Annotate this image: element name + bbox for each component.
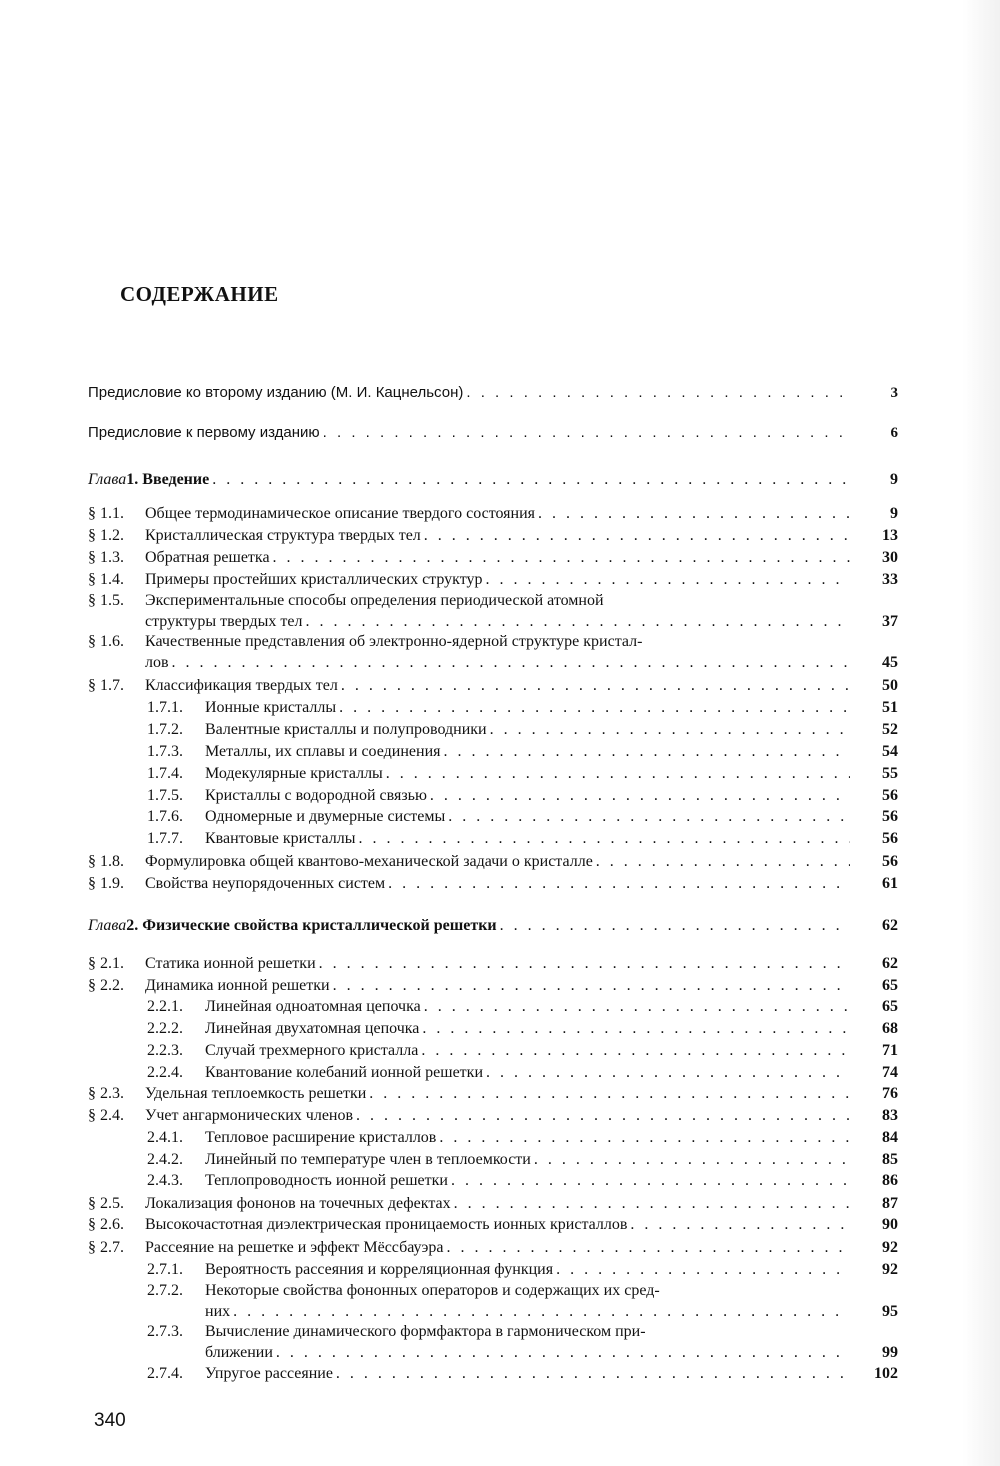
toc-page-number: 99 [882, 1344, 898, 1361]
dot-leader [172, 652, 850, 673]
toc-entry-title: Вероятность рассеяния и корреляционная функция [205, 1261, 554, 1278]
toc-page-number: 87 [882, 1195, 898, 1212]
dot-leader [422, 1018, 850, 1039]
toc-page-number: 3 [890, 385, 898, 401]
toc-entry-number: 2.2.1. [147, 998, 183, 1015]
toc-entry-title: Предисловие ко второму изданию (М. И. Кацнельсон) [88, 384, 464, 401]
dot-leader [341, 675, 850, 696]
toc-entry-title: Тепловое расширение кристаллов [205, 1129, 437, 1146]
toc-entry-title: Высокочастотная диэлектрическая проницаемость ионных кристаллов [145, 1216, 628, 1233]
toc-entry-number: 2.2.3. [147, 1042, 183, 1059]
toc-page-number: 74 [882, 1064, 898, 1081]
dot-leader [358, 828, 850, 849]
toc-section [88, 547, 898, 568]
page-edge-shadow [962, 0, 1000, 1466]
toc-section [88, 1105, 898, 1126]
dot-leader [212, 469, 850, 490]
toc-entry-title: Кристаллическая структура твердых тел [145, 527, 421, 544]
toc-subsection [88, 697, 898, 718]
toc-page-number: 50 [882, 677, 898, 694]
dot-leader [424, 996, 850, 1017]
toc-entry-title: 2. Физические свойства кристаллической решетки [126, 917, 497, 934]
toc-entry-title: Локализация фононов на точечных дефектах [145, 1195, 451, 1212]
toc-section [88, 953, 898, 974]
toc-section [88, 975, 898, 996]
toc-entry-title: Динамика ионной решетки [145, 977, 330, 994]
dot-leader [386, 763, 850, 784]
dot-leader [305, 611, 850, 632]
toc-subsection [88, 1127, 898, 1148]
toc-entry-title: Свойства неупорядоченных систем [145, 875, 386, 892]
toc-page-number: 84 [882, 1129, 898, 1146]
page-title: СОДЕРЖАНИЕ [120, 282, 279, 306]
toc-entry-title: Экспериментальные способы определения периодической атомной [145, 592, 604, 609]
toc-entry-number: 1.7.2. [147, 721, 183, 738]
toc-entry-title: Статика ионной решетки [145, 955, 316, 972]
toc-entry-title: Обратная решетка [145, 549, 270, 566]
toc-subsection [88, 1363, 898, 1384]
dot-leader [424, 525, 850, 546]
toc-page-number: 61 [882, 875, 898, 892]
toc-subsection [88, 1149, 898, 1170]
toc-page-number: 55 [882, 765, 898, 782]
toc-page-number: 92 [882, 1239, 898, 1256]
dot-leader [500, 915, 850, 936]
dot-leader [356, 1105, 850, 1126]
toc-entry-title: Кристаллы с водородной связью [205, 787, 427, 804]
toc-entry-title: Рассеяние на решетке и эффект Мёссбауэра [145, 1239, 444, 1256]
toc-page-number: 9 [890, 471, 898, 488]
toc-entry-title: Одномерные и двумерные системы [205, 808, 446, 825]
toc-subsection [88, 996, 898, 1017]
dot-leader [319, 953, 850, 974]
toc-entry-number: 1.7.5. [147, 787, 183, 804]
toc-entry-number: Глава [88, 471, 127, 488]
dot-leader [333, 975, 850, 996]
dot-leader [336, 1363, 850, 1384]
toc-subsection [88, 1062, 898, 1083]
dot-leader [323, 422, 850, 443]
dot-leader [447, 1237, 851, 1258]
toc-section [88, 525, 898, 546]
toc-page-number: 56 [882, 808, 898, 825]
toc-subsection [88, 806, 898, 827]
toc-entry-number: Глава [88, 917, 127, 934]
toc-entry-title: Теплопроводность ионной решетки [205, 1172, 448, 1189]
toc-subsection [88, 1018, 898, 1039]
toc-chapter [88, 915, 898, 936]
toc-page-number: 54 [882, 743, 898, 760]
toc-entry-number: 1.7.1. [147, 699, 183, 716]
toc-page-number: 68 [882, 1020, 898, 1037]
toc-section [88, 1237, 898, 1258]
toc-entry-number: 2.2.4. [147, 1064, 183, 1081]
toc-entry-number: 1.7.7. [147, 830, 183, 847]
toc-entry-title: Линейная одноатомная цепочка [205, 998, 421, 1015]
dot-leader [273, 547, 850, 568]
dot-leader [388, 873, 850, 894]
toc-entry-title: 1. Введение [126, 471, 210, 488]
toc-entry-number: § 1.7. [88, 677, 124, 694]
toc-entry-title: Формулировка общей квантово-механической задачи о кристалле [145, 853, 593, 870]
toc-page-number: 56 [882, 853, 898, 870]
toc-entry-title: Случай трехмерного кристалла [205, 1042, 419, 1059]
toc-entry-title: Примеры простейших кристаллических структур [145, 571, 483, 588]
toc-subsection [88, 1259, 898, 1280]
dot-leader [596, 851, 850, 872]
toc-subsection [88, 1170, 898, 1191]
toc-entry-title: Линейная двухатомная цепочка [205, 1020, 420, 1037]
toc-page-number: 65 [882, 977, 898, 994]
toc-entry-title: Валентные кристаллы и полупроводники [205, 721, 487, 738]
toc-entry-title: Модекулярные кристаллы [205, 765, 383, 782]
dot-leader [538, 503, 850, 524]
dot-leader [430, 785, 850, 806]
toc-subsection [88, 785, 898, 806]
toc-entry-title: Классификация твердых тел [145, 677, 338, 694]
toc-page-number: 33 [882, 571, 898, 588]
toc-entry-number: § 1.9. [88, 875, 124, 892]
toc-section [88, 590, 898, 632]
toc-subsection [88, 763, 898, 784]
toc-entry-number: § 1.5. [88, 592, 124, 609]
toc-page-number: 62 [882, 955, 898, 972]
toc-section [88, 675, 898, 696]
dot-leader [486, 1062, 850, 1083]
dot-leader [556, 1259, 850, 1280]
toc-entry-number: 1.7.4. [147, 765, 183, 782]
dot-leader [490, 719, 850, 740]
toc-entry-number: 2.7.1. [147, 1261, 183, 1278]
toc-entry-number: § 2.1. [88, 955, 124, 972]
toc-section [88, 851, 898, 872]
toc-subsection [88, 1321, 898, 1363]
dot-leader [486, 569, 851, 590]
toc-entry-title: Линейный по температуре член в теплоемкости [205, 1151, 531, 1168]
toc-entry-number: § 1.6. [88, 633, 124, 650]
toc-page-number: 45 [882, 654, 898, 671]
toc-section [88, 1083, 898, 1104]
toc-page-number: 90 [882, 1216, 898, 1233]
toc-page-number: 92 [882, 1261, 898, 1278]
dot-leader [466, 382, 850, 403]
dot-leader [451, 1170, 850, 1191]
toc-page-number: 102 [874, 1365, 898, 1382]
toc-entry-title: Некоторые свойства фононных операторов и содержащих их сред- [205, 1282, 660, 1299]
toc-page-number: 65 [882, 998, 898, 1015]
toc-entry-number: 2.4.2. [147, 1151, 183, 1168]
toc-section [88, 873, 898, 894]
dot-leader [454, 1193, 850, 1214]
dot-leader [276, 1342, 850, 1363]
dot-leader [534, 1149, 850, 1170]
toc-page-number: 9 [890, 505, 898, 522]
toc-page-number: 76 [882, 1085, 898, 1102]
toc-preface [88, 382, 898, 404]
toc-entry-title-continued: них [205, 1303, 231, 1320]
toc-section [88, 503, 898, 524]
toc-section [88, 1193, 898, 1214]
toc-page-number: 30 [882, 549, 898, 566]
toc-page-number: 71 [882, 1042, 898, 1059]
toc-entry-title: Ионные кристаллы [205, 699, 337, 716]
toc-page-number: 56 [882, 830, 898, 847]
toc-page-number: 37 [882, 613, 898, 630]
toc-page-number: 86 [882, 1172, 898, 1189]
dot-leader [630, 1214, 850, 1235]
toc-subsection [88, 719, 898, 740]
toc-entry-title: Квантовые кристаллы [205, 830, 356, 847]
toc-page-number: 6 [890, 425, 898, 441]
dot-leader [443, 741, 850, 762]
toc-entry-number: 2.7.2. [147, 1282, 183, 1299]
toc-entry-number: 2.4.1. [147, 1129, 183, 1146]
toc-entry-title: Общее термодинамическое описание твердого состояния [145, 505, 536, 522]
toc-entry-title-continued: ближении [205, 1344, 273, 1361]
dot-leader [369, 1083, 850, 1104]
toc-page-number: 83 [882, 1107, 898, 1124]
toc-entry-number: 1.7.6. [147, 808, 183, 825]
toc-entry-title: Упругое рассеяние [205, 1365, 333, 1382]
toc-entry-title: Металлы, их сплавы и соединения [205, 743, 441, 760]
toc-page-number: 13 [882, 527, 898, 544]
dot-leader [439, 1127, 850, 1148]
toc-section [88, 569, 898, 590]
toc-entry-title: Вычисление динамического формфактора в гармоническом при- [205, 1323, 646, 1340]
toc-page-number: 52 [882, 721, 898, 738]
toc-subsection [88, 828, 898, 849]
dot-leader [339, 697, 850, 718]
toc-entry-title: Квантование колебаний ионной решетки [205, 1064, 483, 1081]
toc-entry-title: Предисловие к первому изданию [88, 424, 320, 441]
toc-entry-number: § 1.4. [88, 571, 124, 588]
toc-entry-number: § 1.2. [88, 527, 124, 544]
toc-entry-number: 2.2.2. [147, 1020, 183, 1037]
toc-section [88, 1214, 898, 1235]
toc-entry-title-continued: лов [145, 654, 169, 671]
toc-entry-number: 1.7.3. [147, 743, 183, 760]
toc-entry-number: 2.7.3. [147, 1323, 183, 1340]
toc-preface [88, 422, 898, 444]
dot-leader [421, 1040, 850, 1061]
toc-page-number: 85 [882, 1151, 898, 1168]
dot-leader [233, 1301, 850, 1322]
toc-page-number: 62 [882, 917, 898, 934]
toc-entry-number: § 1.3. [88, 549, 124, 566]
toc-entry-title: Качественные представления об электронно-ядерной структуре кристал- [145, 633, 643, 650]
dot-leader [448, 806, 850, 827]
toc-subsection [88, 741, 898, 762]
toc-entry-number: § 2.7. [88, 1239, 124, 1256]
toc-entry-title-continued: структуры твердых тел [145, 613, 303, 630]
toc-subsection [88, 1040, 898, 1061]
toc-entry-title: Учет ангармонических членов [145, 1107, 354, 1124]
toc-entry-number: § 2.5. [88, 1195, 124, 1212]
page-number: 340 [94, 1410, 126, 1431]
toc-section [88, 631, 898, 673]
toc-entry-number: § 2.4. [88, 1107, 124, 1124]
toc-entry-title: Удельная теплоемкость решетки [145, 1085, 367, 1102]
toc-page-number: 95 [882, 1303, 898, 1320]
toc-entry-number: § 2.2. [88, 977, 124, 994]
toc-page-number: 56 [882, 787, 898, 804]
toc-chapter [88, 469, 898, 490]
toc-entry-number: § 1.1. [88, 505, 124, 522]
toc-entry-number: § 2.6. [88, 1216, 124, 1233]
toc-entry-number: § 2.3. [88, 1085, 124, 1102]
toc-page-number: 51 [882, 699, 898, 716]
toc-entry-number: 2.4.3. [147, 1172, 183, 1189]
toc-subsection [88, 1280, 898, 1322]
toc-entry-number: 2.7.4. [147, 1365, 183, 1382]
toc-entry-number: § 1.8. [88, 853, 124, 870]
